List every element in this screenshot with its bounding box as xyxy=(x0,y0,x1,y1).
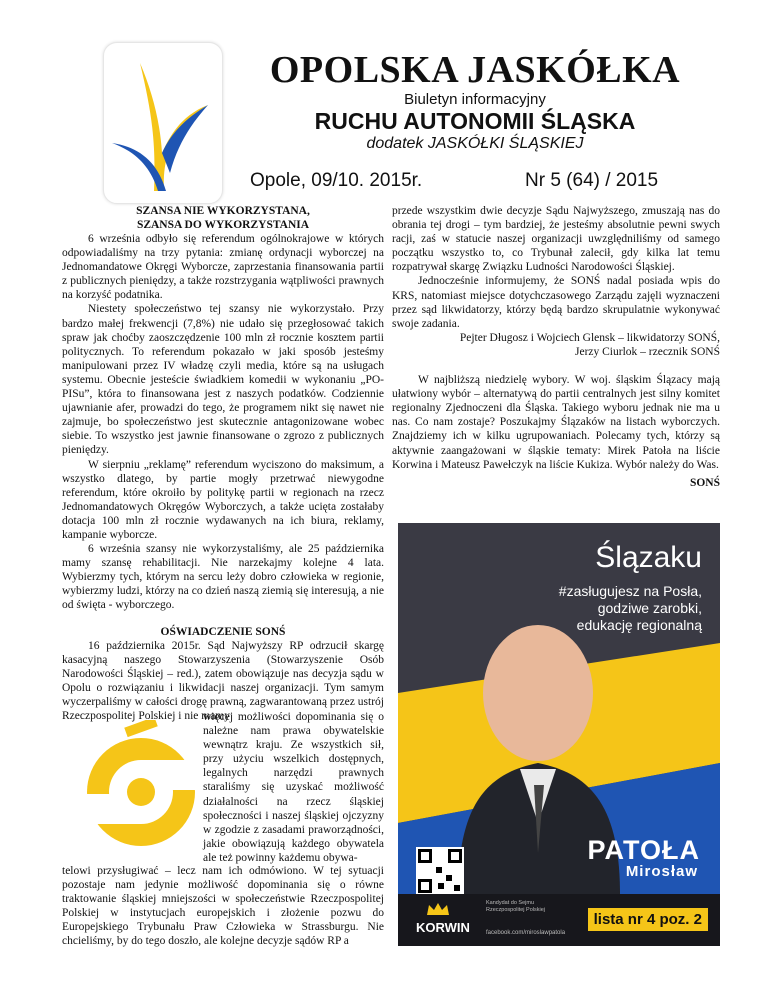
candidate-surname: PATOŁA xyxy=(587,835,700,865)
candidate-firstname: Mirosław xyxy=(625,863,698,880)
article-referendum xyxy=(62,204,384,613)
campaign-poster xyxy=(398,523,720,946)
paragraph: Niestety społeczeństwo tej szansy nie wykorzystało. Przy bardzo małej frekwencji (7,8%) nie udało się przegłosować takich spraw jak choćby zaoszczędzenie 100 mln zł rocznie kosztem partii politycznych. To referendum pokazało w jaki sposób jesteśmy manipulowani przez IV władzę czyli media, które są na usługach systemu. Obecnie jesteście świadkiem komedii w wykonaniu „PO-PISu”, która to finansowana jest z naszych podatków. Codziennie ujawnianie afer, prowadzi do tego, że programem nikt się nawet nie zajmuje, bo społeczeństwo jest skutecznie antagonizowane wobec siebie. To wszystko jest jawnie finansowane o zgrozo z publicznych pieniędzy. xyxy=(62,303,384,457)
list-position-badge: lista nr 4 poz. 2 xyxy=(588,908,708,931)
swallow-icon xyxy=(104,43,222,203)
issue-number: Nr 5 (64) / 2015 xyxy=(525,170,659,191)
paragraph: więcej możliwości dopominania się o należne nam prawa obywatelskie wewnątrz kraju. Ze wszystkich sił, przy użyciu wszelkich dostępnych, legalnych narzędzi prawnych staraliśmy się uzyskać możliwość działalności na rzecz śląskiej społeczności i naszej śląskiej ojczyzny w zgodzie z zasadami praworządności, jakie obowiązują każdego obywatela ale też powinny każdemu obywa- xyxy=(203,711,384,864)
paragraph: 16 października 2015r. Sąd Najwyższy RP odrzucił skargę kasacyjną naszego Stowarzyszenia (Stowarzyszenie Osób Narodowości Śląskiej – red.), zatem obowiązuje nas decyzja sądu w Opolu o rozwiązaniu i likwidacji naszej organizacji. Tym samym wyczerpaliśmy w całości drogę prawną, zagwarantowaną przez ustrój Rzeczpospolitej Polskiej i nie mamy xyxy=(62,640,384,723)
paragraph: W sierpniu „reklamę” referendum wyciszono do maksimum, a wszystko dlatego, by partie mogły przetrwać niewygodne referendum, które okroiło by politykę partii w regionach na rzecz Jednomandatowych Okręgów Wyborczych, a także ucięta zostałaby dotacja 100 mln zł rocznie wydawanych na ich biura, reklamy, kampanie wyborcze. xyxy=(62,458,384,541)
article-heading-1: SZANSA NIE WYKORZYSTANA, xyxy=(136,205,310,217)
poster-title: Ślązaku xyxy=(595,541,702,574)
poster-footer xyxy=(398,894,720,946)
statement-intro xyxy=(62,625,384,724)
article-heading-2: SZANSA DO WYKORZYSTANIA xyxy=(136,219,310,231)
paragraph: 6 września szansy nie wykorzystaliśmy, ale 25 października mamy szansę rehabilitacji. Nie narzekajmy kolejne 4 lata. Wybierzmy tych, którym na sercu leży dobro człowieka w regionie, wybierzmy ludzi, którzy na co dzień naszą ziemią się interesują, a nie od święta - wyborczego. xyxy=(62,543,384,612)
candidate-line: Kandydat do Sejmu xyxy=(486,900,535,906)
statement-heading: OŚWIADCZENIE SONŚ xyxy=(160,626,286,638)
slogan-line: #zasługujesz na Posła, xyxy=(558,583,702,599)
statement-wrap xyxy=(203,710,384,865)
right-column xyxy=(392,204,720,490)
crown-icon xyxy=(426,902,450,916)
newsletter-subtitle: Biuletyn informacyjny xyxy=(404,91,546,108)
paragraph: telowi przysługiwać – lecz nam ich odmówiono. W tej sytuacji pozostaje nam jedynie możliwość dopominania się o równe traktowanie śląskiej mniejszości w społeczeństwie Rzeczpospolitej Polskiej w instytucjach europejskich i złożenie pozwu do Europejskiego Trybunału Praw Człowieka w Strassburgu. Nie chcieliśmy, by do tego doszło, ale kolejne decyzje sądów RP a xyxy=(62,865,384,948)
paragraph: 6 września odbyło się referendum ogólnokrajowe w których odpowiadaliśmy na trzy pytania: zmianę ordynacji wyborczej na Jednomandatowe Okręgi Wyborcze, zaprzestania finansowania partii z publicznych pieniędzy, a także rozstrzygania wątpliwości prawnych na korzyść podatnika. xyxy=(62,233,384,302)
newsletter-title: OPOLSKA JASKÓŁKA xyxy=(269,49,681,91)
paragraph: Jednocześnie informujemy, że SONŚ nadal posiada wpis do KRS, natomiast miejsce dotychczasowego Zarządu zajęli wyznaczeni przez sąd likwidatorzy, którzy będą bardzo skrupulatnie wykonywać swoje zadania. xyxy=(392,275,720,330)
paragraph: przede wszystkim dwie decyzje Sądu Najwyższego, zmuszają nas do obrania tej drogi – tym bardziej, że jesteśmy absolutnie pewni swych racji, zaś w statucie naszej organizacji uwzględniliśmy od samego początku wszystko to, co Trybunał zalecił, gdy kilka lat temu rozpatrywał skargę Związku Ludności Narodowości Śląskiej. xyxy=(392,205,720,274)
signature-sons: SONŚ xyxy=(689,476,720,489)
statement-continued xyxy=(62,864,384,949)
place-date: Opole, 09/10. 2015r. xyxy=(250,170,423,191)
organization-name: RUCHU AUTONOMII ŚLĄSKA xyxy=(314,108,636,134)
paragraph: W najbliższą niedzielę wybory. W woj. śląskim Ślązacy mają ułatwiony wybór – alternatywą do partii centralnych jest silny komitet regionalny Zjednoczeni dla Śląska. Takiego wyboru jednak nie ma u nas. Co nam zostaje? Poszukajmy Ślązaków na listach wyborczych. Znajdziemy ich w kilku ugrupowaniach. Polecamy tych, którzy są aktywnie zaangażowani w śląskie tematy: Mirek Patoła na liście Korwina i Mateusz Pawełczyk na liście Kukiza. Wybór należy do Was. xyxy=(392,374,720,471)
signature-liquidators: Pejter Długosz i Wojciech Glensk – likwidatorzy SONŚ, xyxy=(459,331,720,344)
candidate-line: Rzeczpospolitej Polskiej xyxy=(486,907,545,913)
sons-logo-icon xyxy=(85,720,197,860)
swallow-logo xyxy=(103,42,223,204)
slogan-line: godziwe zarobki, xyxy=(597,600,702,616)
supplement-line: dodatek JASKÓŁKI ŚLĄSKIEJ xyxy=(366,135,584,152)
facebook-link: facebook.com/miroslawpatola xyxy=(486,930,566,936)
slogan-line: edukację regionalną xyxy=(576,617,702,633)
qr-code-icon xyxy=(416,847,464,895)
poster-slogan xyxy=(452,583,702,634)
party-name: KORWIN xyxy=(416,920,470,935)
signature-spokesman: Jerzy Ciurlok – rzecznik SONŚ xyxy=(575,345,720,358)
candidate-note xyxy=(486,900,576,914)
